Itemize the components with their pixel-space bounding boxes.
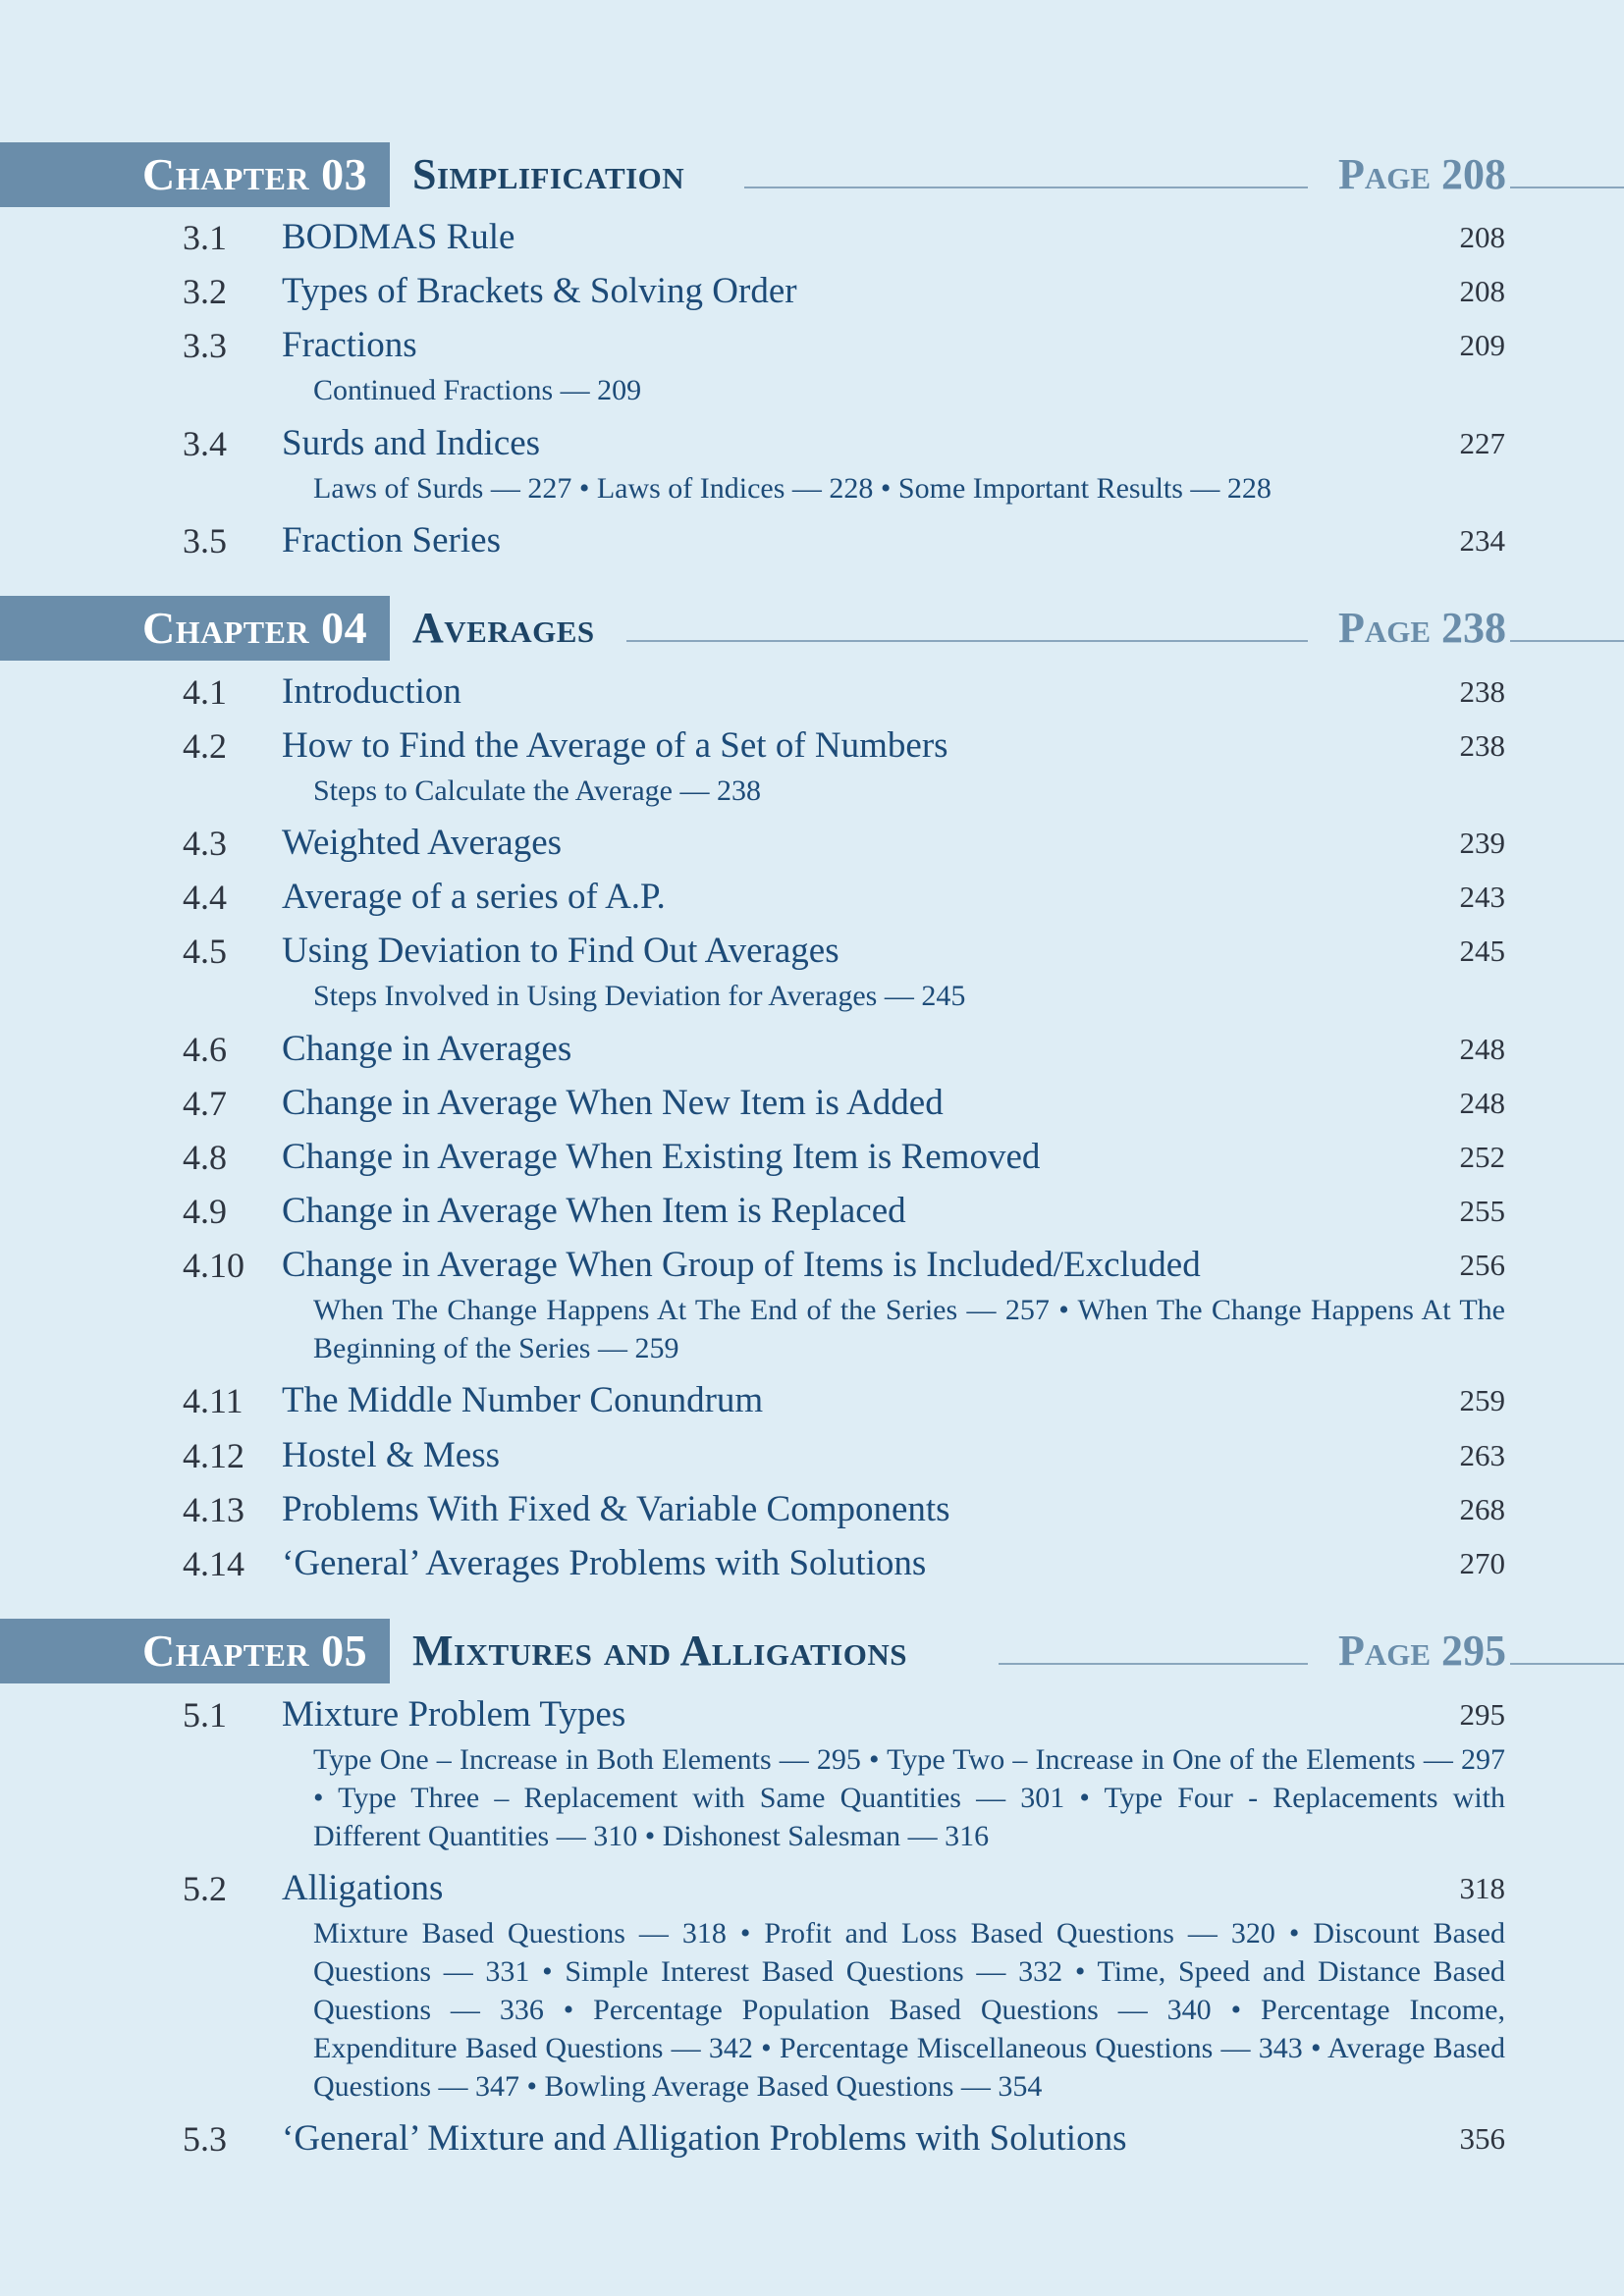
subsection-list: Laws of Surds — 227 • Laws of Indices — 228 • Some Important Results — 228 [313,472,1272,505]
section-number: 5.2 [183,1869,227,1908]
section-title: Types of Brackets & Solving Order [282,271,797,311]
subsection-list: Steps Involved in Using Deviation for Averages — 245 [313,980,966,1012]
section-number: 4.9 [183,1192,227,1231]
section-number: 3.3 [183,326,227,365]
toc-entry [0,819,1624,868]
toc-entry [0,873,1624,922]
toc-entry [0,321,1624,370]
chapter-label: Chapter 04 [0,596,390,661]
section-number: 4.4 [183,878,227,917]
section-title: Change in Average When Existing Item is Removed [282,1137,1041,1177]
section-page: 248 [1459,1086,1505,1120]
toc-entry [0,721,1624,771]
section-page: 238 [1459,728,1505,763]
chapter-title: Averages [412,604,595,652]
section-title: Fractions [282,325,417,365]
toc-entry [0,213,1624,262]
section-number: 4.11 [183,1381,244,1420]
chapter-label: Chapter 03 [0,142,390,207]
section-title: Alligations [282,1868,444,1908]
subsection-list: When The Change Happens At The End of the Series — 257 • When The Change Happens At The Beginning of the Series — 259 [313,1294,1505,1364]
section-number: 3.4 [183,424,227,463]
section-page: 268 [1459,1492,1505,1526]
toc-entry [0,1690,1624,1739]
section-number: 4.14 [183,1544,244,1583]
toc-entry [0,1133,1624,1182]
toc-entry [0,1864,1624,1913]
chapter-rule [1510,1663,1624,1665]
toc-entry [0,419,1624,468]
toc-entry [0,516,1624,565]
section-page: 243 [1459,880,1505,914]
toc-entry [0,2114,1624,2163]
chapter-page: Page 208 [1337,150,1506,198]
section-number: 4.12 [183,1436,244,1475]
section-page: 256 [1459,1248,1505,1282]
chapter-rule [626,640,1308,642]
section-page: 208 [1459,274,1505,308]
chapter-title: Mixtures and Alligations [412,1627,907,1675]
toc-entry [0,1376,1624,1425]
section-title: Average of a series of A.P. [282,877,666,917]
toc-entry [0,1431,1624,1480]
section-number: 4.8 [183,1138,227,1177]
section-title: Change in Average When Group of Items is Included/Excluded [282,1245,1201,1285]
subsection-list: Type One – Increase in Both Elements — 295 • Type Two – Increase in One of the Elements — 297 • Type Three – Replacement with Same Quantities — 301 • Type Four - Replacements with Different Quantities — 310 • Dishonest Salesman — 316 [313,1743,1505,1852]
toc-entry [0,1187,1624,1236]
subsection-list: Steps to Calculate the Average — 238 [313,774,761,807]
section-page: 209 [1459,328,1505,362]
section-title: Using Deviation to Find Out Averages [282,931,839,971]
section-number: 4.5 [183,932,227,971]
section-title: Weighted Averages [282,823,563,863]
chapter-page: Page 238 [1337,604,1506,652]
section-number: 4.6 [183,1030,227,1069]
chapter-rule [1510,640,1624,642]
section-title: ‘General’ Mixture and Alligation Problems with Solutions [282,2118,1127,2159]
section-page: 270 [1459,1546,1505,1580]
section-number: 3.5 [183,521,227,561]
section-title: Problems With Fixed & Variable Components [282,1489,950,1529]
toc-entry [0,927,1624,976]
section-number: 4.7 [183,1084,227,1123]
section-page: 208 [1459,220,1505,254]
toc-entry [0,1539,1624,1588]
section-title: Surds and Indices [282,423,541,463]
section-title: Change in Averages [282,1029,572,1069]
section-title: Change in Average When New Item is Added [282,1083,944,1123]
section-page: 248 [1459,1032,1505,1066]
section-page: 295 [1459,1697,1505,1732]
toc-entry [0,1025,1624,1074]
section-page: 263 [1459,1438,1505,1472]
section-page: 238 [1459,674,1505,709]
section-title: ‘General’ Averages Problems with Solutions [282,1543,927,1583]
section-number: 3.1 [183,218,227,257]
section-title: BODMAS Rule [282,217,515,257]
chapter-rule [1510,187,1624,188]
subsection-list: Mixture Based Questions — 318 • Profit and Loss Based Questions — 320 • Discount Based Questions — 331 • Simple Interest Based Questions — 332 • Time, Speed and Distance Based Questions — 336 • Percentage Population Based Questions — 340 • Percentage Income, Expenditure Based Questions — 342 • Percentage Miscellaneous Questions — 343 • Average Based Questions — 347 • Bowling Average Based Questions — 354 [313,1917,1505,2103]
chapter-label: Chapter 05 [0,1619,390,1683]
chapter-title: Simplification [412,150,685,198]
section-page: 259 [1459,1383,1505,1417]
section-page: 245 [1459,934,1505,968]
section-page: 234 [1459,523,1505,558]
toc-entry [0,267,1624,316]
toc-entry [0,667,1624,717]
section-title: Introduction [282,671,461,712]
section-number: 5.1 [183,1695,227,1735]
section-number: 4.10 [183,1246,244,1285]
section-number: 4.3 [183,824,227,863]
section-title: Fraction Series [282,520,501,561]
toc-entry [0,1241,1624,1290]
section-title: How to Find the Average of a Set of Numbers [282,725,948,766]
chapter-header [0,1619,1624,1683]
section-page: 318 [1459,1871,1505,1905]
chapter-page: Page 295 [1337,1627,1506,1675]
chapter-rule [744,187,1308,188]
section-page: 227 [1459,426,1505,460]
section-number: 4.1 [183,672,227,712]
section-title: Change in Average When Item is Replaced [282,1191,906,1231]
section-page: 252 [1459,1140,1505,1174]
section-number: 4.2 [183,726,227,766]
section-page: 356 [1459,2121,1505,2156]
section-title: Hostel & Mess [282,1435,500,1475]
section-page: 255 [1459,1194,1505,1228]
section-title: The Middle Number Conundrum [282,1380,764,1420]
section-page: 239 [1459,826,1505,860]
section-number: 5.3 [183,2119,227,2159]
section-number: 4.13 [183,1490,244,1529]
toc-entry [0,1485,1624,1534]
chapter-header [0,142,1624,207]
section-number: 3.2 [183,272,227,311]
toc-entry [0,1079,1624,1128]
chapter-header [0,596,1624,661]
subsection-list: Continued Fractions — 209 [313,374,642,406]
chapter-rule [999,1663,1308,1665]
section-title: Mixture Problem Types [282,1694,626,1735]
